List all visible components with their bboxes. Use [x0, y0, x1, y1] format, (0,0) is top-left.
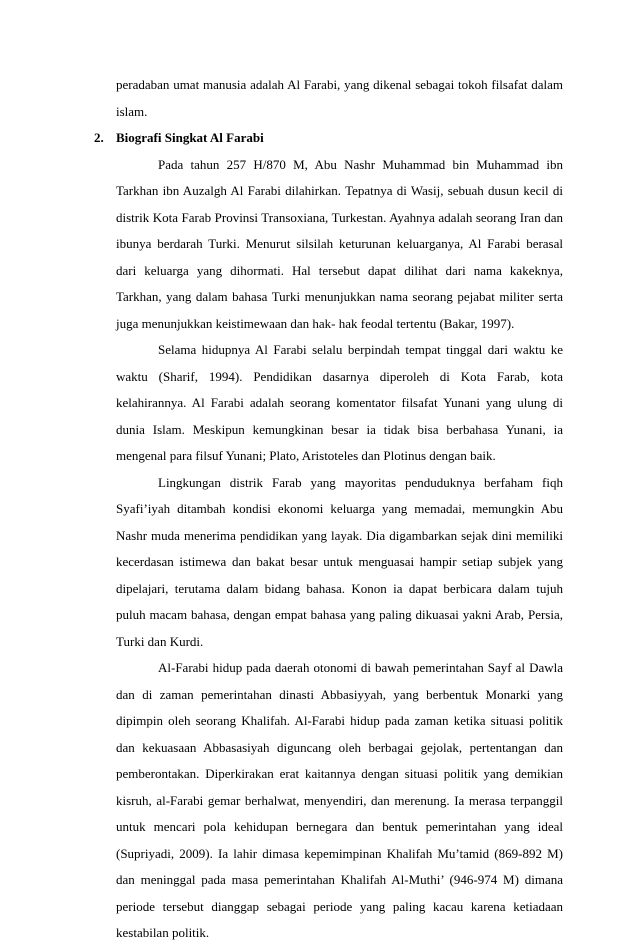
- intro-paragraph: peradaban umat manusia adalah Al Farabi, yang dikenal sebagai tokoh filsafat dalam islam.: [116, 77, 563, 119]
- section-title: Biografi Singkat Al Farabi: [116, 130, 264, 145]
- document-body: [94, 72, 563, 947]
- body-paragraph-4: Al-Farabi hidup pada daerah otonomi di bawah pemerintahan Sayf al Dawla dan di zaman pemerintahan dinasti Abbasiyyah, yang berbentuk Monarki yang dipimpin oleh seorang Khalifah. Al-Farabi hidup pada zaman ketika situasi politik dan kekuasaan Abbasasiyah diguncang oleh berbagai gejolak, pertentangan dan pemberontakan. Diperkirakan erat kaitannya dengan situasi politik yang demikian kisruh, al-Farabi gemar berhalwat, menyendiri, dan merenung. Ia merasa terpanggil untuk mencari pola kehidupan bernegara dan bentuk pemerintahan yang ideal (Supriyadi, 2009). Ia lahir dimasa kepemimpinan Khalifah Mu’tamid (869-892 M) dan meninggal pada masa pemerintahan Khalifah Al-Muthi’ (946-974 M) dimana periode tersebut dianggap sebagai periode yang paling kacau karena ketiadaan kestabilan politik.: [116, 660, 563, 940]
- body-paragraph-1: Pada tahun 257 H/870 M, Abu Nashr Muhammad bin Muhammad ibn Tarkhan ibn Auzalgh Al Farabi dilahirkan. Tepatnya di Wasij, sebuah dusun kecil di distrik Kota Farab Provinsi Transoxiana, Turkestan. Ayahnya adalah seorang Iran dan ibunya berdarah Turki. Menurut silsilah keturunan keluarganya, Al Farabi berasal dari keluarga yang dihormati. Hal tersebut dapat dilihat dari nama kakeknya, Tarkhan, yang dalam bahasa Turki menunjukkan nama seorang pejabat militer serta juga menunjukkan keistimewaan dan hak- hak feodal tertentu (Bakar, 1997).: [116, 156, 563, 331]
- section-heading: [94, 125, 541, 152]
- body-paragraph-3: Lingkungan distrik Farab yang mayoritas penduduknya berfaham fiqh Syafi’iyah ditambah kondisi ekonomi keluarga yang memadai, memungkin Abu Nashr muda menerima pendidikan yang layak. Dia digambarkan sejak dini memiliki kecerdasan istimewa dan bakat besar untuk menguasai hampir setiap subjek yang dipelajari, terutama dalam bidang bahasa. Konon ia dapat berbicara dalam tujuh puluh macam bahasa, dengan empat bahasa yang paling dikuasai yakni Arab, Persia, Turki dan Kurdi.: [116, 474, 563, 649]
- body-paragraph-2: Selama hidupnya Al Farabi selalu berpindah tempat tinggal dari waktu ke waktu (Sharif, 1994). Pendidikan dasarnya diperoleh di Kota Farab, kota kelahirannya. Al Farabi adalah seorang komentator filsafat Yunani yang ulung di dunia Islam. Meskipun kemungkinan besar ia tidak bisa berbahasa Yunani, ia mengenal para filsuf Yunani; Plato, Aristoteles dan Plotinus dengan baik.: [116, 342, 563, 463]
- section-number: 2.: [94, 130, 104, 145]
